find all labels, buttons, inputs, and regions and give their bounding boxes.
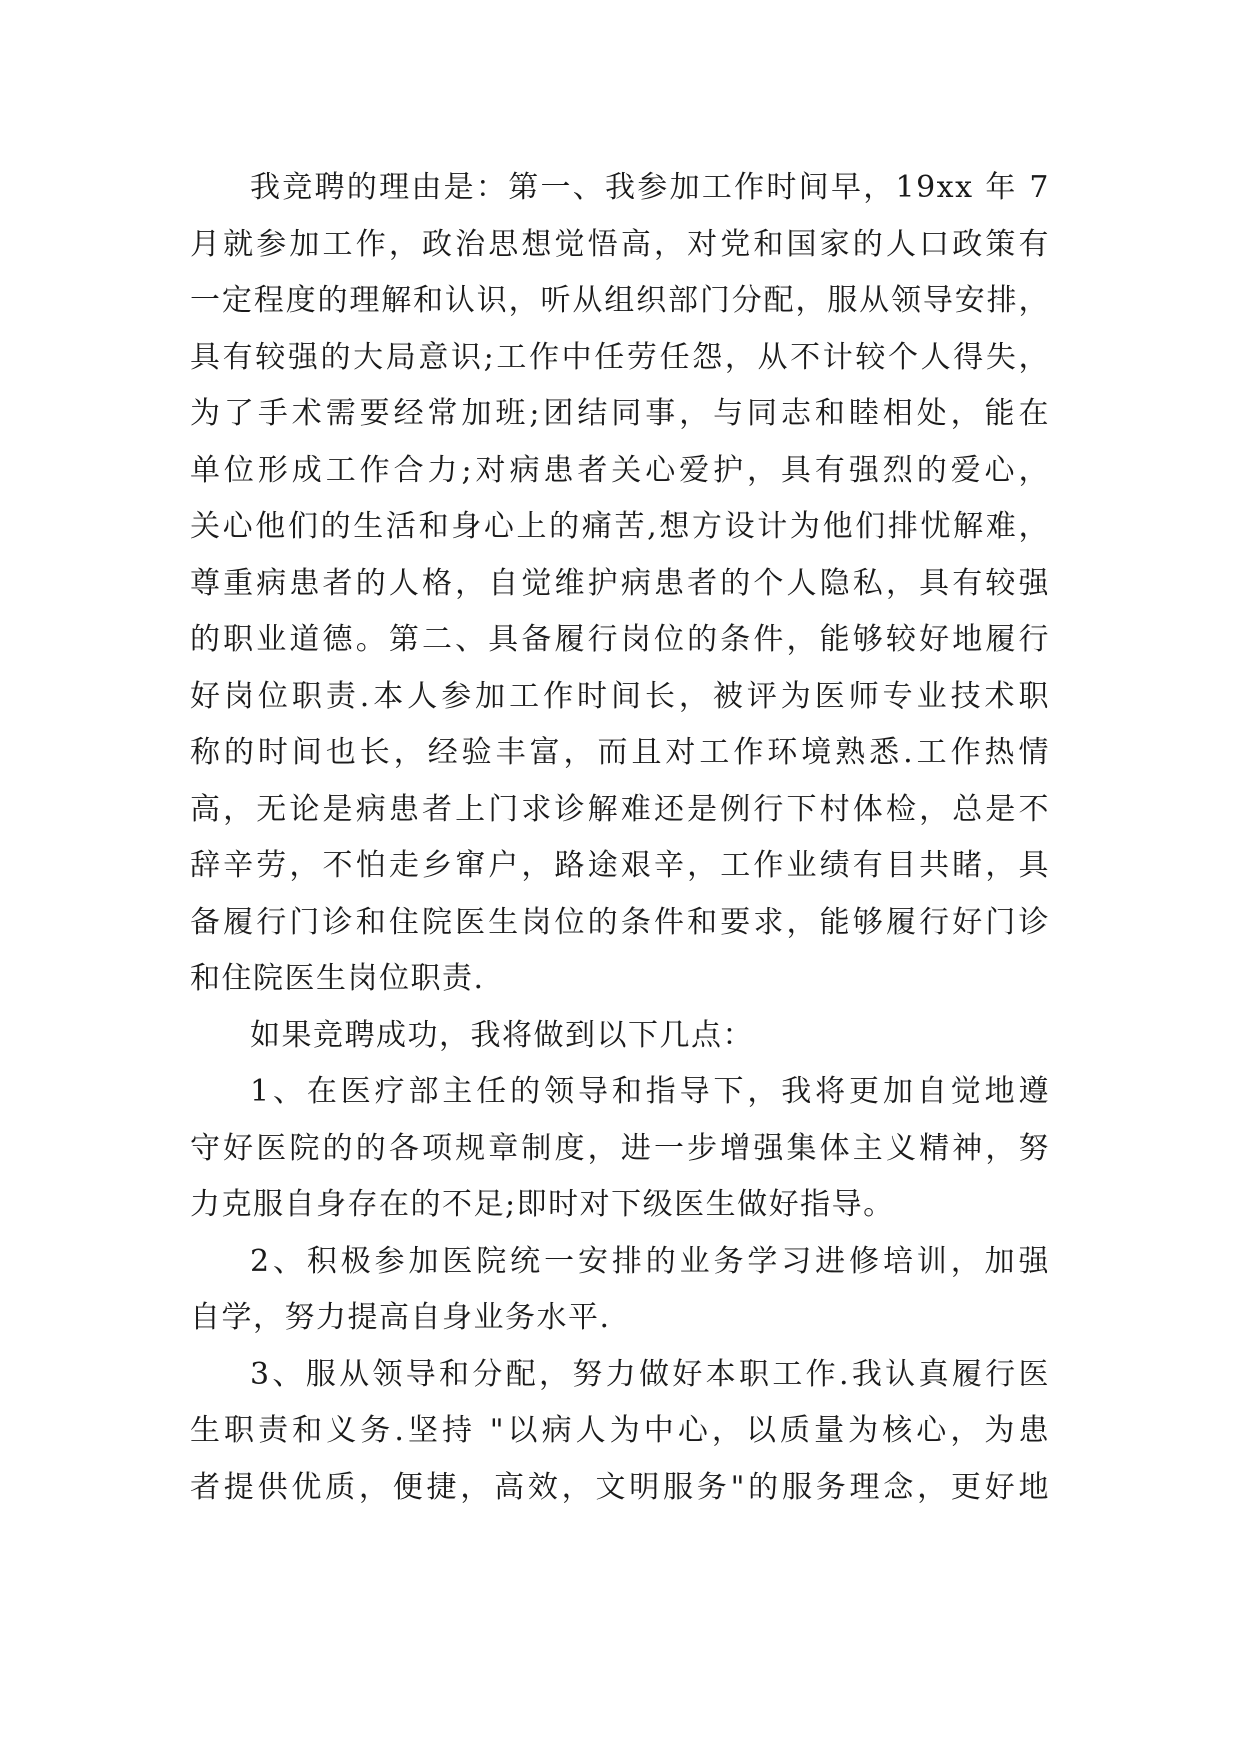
paragraph-commitment-intro	[190, 1008, 1050, 1065]
text-line: 1、在医疗部主任的领导和指导下，我将更加自觉地遵	[250, 1074, 1050, 1109]
text-line: 3、服从领导和分配，努力做好本职工作.我认真履行医	[250, 1356, 1050, 1392]
text-line: 生职责和义务.坚持 "以病人为中心，以质量为核心，为患	[190, 1413, 1050, 1448]
paragraph-point-2	[190, 1234, 1050, 1347]
text-line: 好岗位职责.本人参加工作时间长，被评为医师专业技术职	[190, 678, 1050, 714]
text-line: 为了手术需要经常加班;团结同事，与同志和睦相处，能在	[190, 396, 1050, 431]
text-line: 称的时间也长，经验丰富，而且对工作环境熟悉.工作热情	[190, 735, 1050, 770]
text-line: 关心他们的生活和身心上的痛苦,想方设计为他们排忧解难，	[190, 509, 1050, 544]
text-line: 者提供优质，便捷，高效，文明服务"的服务理念，更好地	[190, 1469, 1050, 1505]
text-line: 高，无论是病患者上门求诊解难还是例行下村体检，总是不	[190, 791, 1050, 827]
text-line: 自学，努力提高自身业务水平.	[190, 1300, 611, 1335]
text-line: 力克服自身存在的不足;即时对下级医生做好指导。	[190, 1187, 895, 1222]
paragraph-point-1	[190, 1064, 1050, 1234]
text-line: 守好医院的的各项规章制度，进一步增强集体主义精神，努	[190, 1130, 1050, 1166]
text-line: 如果竞聘成功，我将做到以下几点：	[250, 1017, 754, 1053]
text-line: 尊重病患者的人格，自觉维护病患者的个人隐私，具有较强	[190, 565, 1050, 601]
text-line: 的职业道德。第二、具备履行岗位的条件，能够较好地履行	[190, 622, 1050, 657]
text-line: 我竞聘的理由是：第一、我参加工作时间早，19xx 年 7	[250, 170, 1050, 205]
text-line: 备履行门诊和住院医生岗位的条件和要求，能够履行好门诊	[190, 904, 1050, 940]
paragraph-reasons	[190, 160, 1050, 1008]
text-line: 一定程度的理解和认识，听从组织部门分配，服从领导安排，	[190, 283, 1050, 318]
text-line: 2、积极参加医院统一安排的业务学习进修培训，加强	[250, 1243, 1050, 1279]
text-line: 和住院医生岗位职责.	[190, 961, 485, 996]
text-line: 月就参加工作，政治思想觉悟高，对党和国家的人口政策有	[190, 226, 1050, 262]
text-line: 辞辛劳，不怕走乡窜户，路途艰辛，工作业绩有目共睹，具	[190, 848, 1050, 883]
document-body	[190, 160, 1050, 1516]
paragraph-point-3	[190, 1347, 1050, 1517]
text-line: 具有较强的大局意识;工作中任劳任怨，从不计较个人得失，	[190, 339, 1050, 375]
text-line: 单位形成工作合力;对病患者关心爱护，具有强烈的爱心，	[190, 452, 1050, 488]
